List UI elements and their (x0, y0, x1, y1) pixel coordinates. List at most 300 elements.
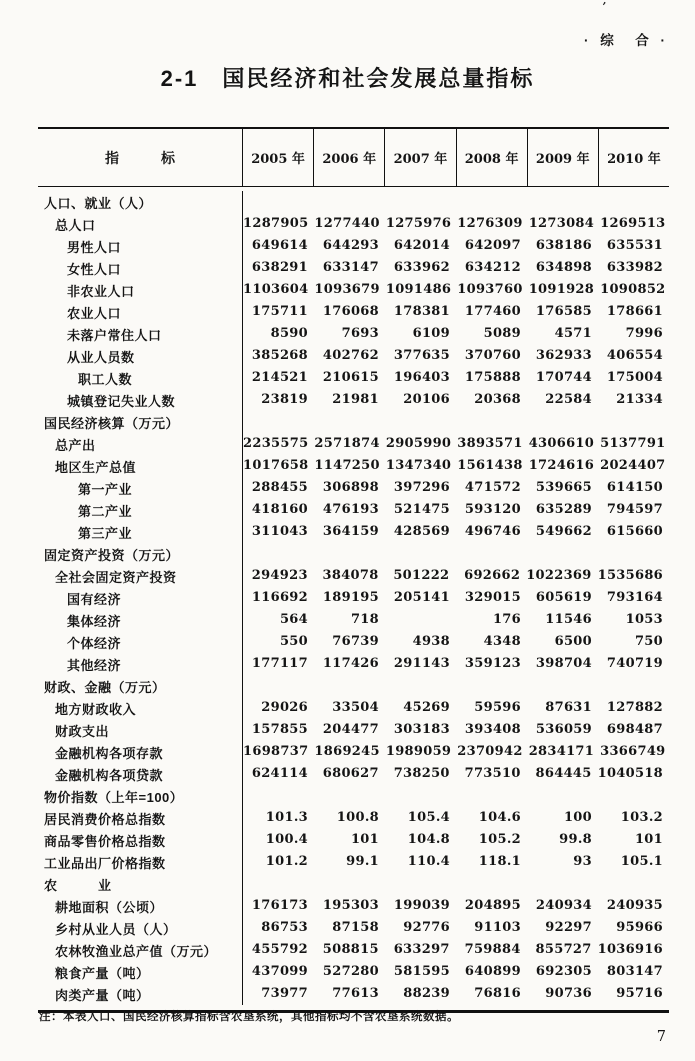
row-value: 195303 (322, 898, 379, 913)
row-value: 549662 (535, 524, 592, 539)
row-value: 496746 (464, 524, 521, 539)
row-value: 59596 (474, 700, 521, 715)
row-value: 633962 (393, 260, 450, 275)
row-value: 199039 (393, 898, 450, 913)
row-value: 1269513 (600, 216, 666, 231)
row-value: 644293 (322, 238, 379, 253)
table-section-row (38, 411, 669, 433)
row-value: 95716 (616, 986, 663, 1001)
row-value: 4938 (412, 634, 450, 649)
row-label: 女性人口 (38, 257, 243, 279)
row-value: 614150 (606, 480, 663, 495)
row-label: 农 业 (38, 873, 243, 895)
row-value (456, 785, 527, 807)
row-value: 864445 (535, 766, 592, 781)
row-value: 92297 (545, 920, 592, 935)
row-value: 8590 (270, 326, 308, 341)
row-label: 职工人数 (38, 367, 243, 389)
row-value: 100.8 (336, 810, 379, 825)
row-value: 740719 (606, 656, 663, 671)
row-value: 95966 (616, 920, 663, 935)
row-value: 104.6 (478, 810, 521, 825)
row-value: 1022369 (526, 568, 592, 583)
row-label: 人口、就业（人） (38, 191, 243, 213)
row-label: 乡村从业人员（人） (38, 917, 243, 939)
row-value: 638186 (535, 238, 592, 253)
year-column-header-2006: 2006 年 (313, 129, 384, 186)
row-label: 非农业人口 (38, 279, 243, 301)
row-value: 1347340 (385, 458, 452, 473)
row-value: 1017658 (243, 458, 309, 473)
table-row (38, 763, 669, 785)
row-value: 170744 (535, 370, 592, 385)
table-row (38, 257, 669, 279)
table-row (38, 609, 669, 631)
row-value: 4571 (554, 326, 592, 341)
row-value: 692662 (464, 568, 521, 583)
row-value: 2834171 (528, 744, 595, 759)
table-section-row (38, 191, 669, 213)
row-value: 550 (279, 634, 308, 649)
row-value: 76739 (332, 634, 379, 649)
row-value: 99.8 (559, 832, 592, 847)
row-value (456, 191, 527, 213)
row-value (385, 609, 456, 631)
row-label: 地方财政收入 (38, 697, 243, 719)
row-value: 508815 (322, 942, 379, 957)
row-value: 640899 (464, 964, 521, 979)
row-value (385, 411, 456, 433)
row-value: 189195 (322, 590, 379, 605)
row-value: 1989059 (385, 744, 452, 759)
row-value (314, 411, 385, 433)
row-value (598, 785, 669, 807)
row-value: 306898 (322, 480, 379, 495)
table-row (38, 829, 669, 851)
row-value (243, 675, 314, 697)
row-value (314, 675, 385, 697)
row-value: 428569 (393, 524, 450, 539)
row-value: 204477 (322, 722, 379, 737)
page-title: 2-1 国民经济和社会发展总量指标 (160, 66, 535, 91)
row-value: 117426 (322, 656, 379, 671)
row-label: 第一产业 (38, 477, 243, 499)
row-label: 全社会固定资产投资 (38, 565, 243, 587)
row-label: 第二产业 (38, 499, 243, 521)
row-value: 288455 (251, 480, 308, 495)
row-value: 176173 (251, 898, 308, 913)
row-value: 385268 (251, 348, 308, 363)
table-row (38, 961, 669, 983)
row-value: 118.1 (478, 854, 521, 869)
row-value (527, 411, 598, 433)
row-label: 财政、金融（万元） (38, 675, 243, 697)
row-label: 农林牧渔业总产值（万元） (38, 939, 243, 961)
row-value: 471572 (464, 480, 521, 495)
row-value: 11546 (545, 612, 592, 627)
row-value: 101 (350, 832, 379, 847)
row-value: 29026 (261, 700, 308, 715)
row-value (385, 785, 456, 807)
row-value (527, 191, 598, 213)
row-value: 718 (350, 612, 379, 627)
row-value: 1535686 (597, 568, 664, 583)
row-value: 1275976 (385, 216, 452, 231)
row-value: 204895 (464, 898, 521, 913)
row-value: 176585 (535, 304, 592, 319)
row-value: 127882 (606, 700, 663, 715)
row-value: 88239 (403, 986, 450, 1001)
row-value: 773510 (464, 766, 521, 781)
table-row (38, 477, 669, 499)
row-value: 178381 (393, 304, 450, 319)
row-value (243, 411, 314, 433)
scan-artifact-mark: ʼ (599, 0, 608, 17)
row-value: 2235575 (243, 436, 309, 451)
row-value: 93 (573, 854, 592, 869)
row-value: 680627 (322, 766, 379, 781)
row-value: 634212 (464, 260, 521, 275)
table-footnote: 注：本表人口、国民经济核算指标含农垦系统，其他指标均不含农垦系统数据。 (39, 1011, 459, 1023)
row-value (456, 675, 527, 697)
row-value: 364159 (322, 524, 379, 539)
row-value: 7693 (341, 326, 379, 341)
row-value: 581595 (393, 964, 450, 979)
row-value: 240934 (535, 898, 592, 913)
row-value (243, 543, 314, 565)
row-value: 73977 (261, 986, 308, 1001)
table-section-row (38, 543, 669, 565)
row-value: 759884 (464, 942, 521, 957)
table-row (38, 323, 669, 345)
page-number: 7 (656, 1029, 666, 1045)
row-value: 157855 (251, 722, 308, 737)
row-value: 624114 (251, 766, 308, 781)
row-value (385, 675, 456, 697)
row-value: 2024407 (600, 458, 666, 473)
row-value (527, 873, 598, 895)
row-value (598, 543, 669, 565)
row-value: 1040518 (597, 766, 664, 781)
row-value: 536059 (535, 722, 592, 737)
row-value: 794597 (606, 502, 663, 517)
row-value: 362933 (535, 348, 592, 363)
row-value: 1091928 (528, 282, 595, 297)
row-value: 291143 (393, 656, 450, 671)
year-column-header-2010: 2010 年 (598, 129, 669, 186)
table-row (38, 851, 669, 873)
row-value: 5089 (483, 326, 521, 341)
row-value: 3893571 (457, 436, 523, 451)
row-value: 311043 (251, 524, 308, 539)
row-value: 214521 (251, 370, 308, 385)
row-value: 1273084 (528, 216, 595, 231)
row-value: 205141 (393, 590, 450, 605)
row-value (243, 785, 314, 807)
row-value: 398704 (535, 656, 592, 671)
row-label: 物价指数（上年=100） (38, 785, 243, 807)
row-value: 175888 (464, 370, 521, 385)
row-value: 698487 (606, 722, 663, 737)
row-value (385, 191, 456, 213)
section-corner-label: · 综 合 · (584, 33, 669, 48)
row-value: 23819 (261, 392, 308, 407)
row-value: 21981 (332, 392, 379, 407)
row-value: 793164 (606, 590, 663, 605)
row-value: 99.1 (346, 854, 379, 869)
row-label: 城镇登记失业人数 (38, 389, 243, 411)
row-value: 86753 (261, 920, 308, 935)
row-value: 100.4 (265, 832, 308, 847)
row-value (456, 411, 527, 433)
row-value: 87631 (545, 700, 592, 715)
table-section-row (38, 785, 669, 807)
table-row (38, 499, 669, 521)
row-value: 92776 (403, 920, 450, 935)
row-label: 肉类产量（吨） (38, 983, 243, 1005)
row-value: 4348 (483, 634, 521, 649)
row-value: 87158 (332, 920, 379, 935)
row-value (385, 873, 456, 895)
table-row (38, 719, 669, 741)
row-value (527, 675, 598, 697)
year-column-header-2005: 2005 年 (251, 152, 305, 167)
row-value: 635531 (606, 238, 663, 253)
row-value (243, 873, 314, 895)
table-row (38, 741, 669, 763)
row-value: 3366749 (600, 744, 666, 759)
table-row (38, 565, 669, 587)
row-value: 803147 (606, 964, 663, 979)
row-value: 1093679 (314, 282, 380, 297)
table-section-row (38, 873, 669, 895)
row-value: 377635 (393, 348, 450, 363)
row-value (527, 785, 598, 807)
row-value: 564 (279, 612, 308, 627)
table-row (38, 213, 669, 235)
row-value: 104.8 (407, 832, 450, 847)
row-label: 地区生产总值 (38, 455, 243, 477)
table-row (38, 807, 669, 829)
row-value: 6500 (554, 634, 592, 649)
row-value: 1561438 (457, 458, 523, 473)
row-value (598, 191, 669, 213)
row-value: 750 (634, 634, 663, 649)
row-value: 100 (563, 810, 592, 825)
row-value: 329015 (464, 590, 521, 605)
table-row (38, 587, 669, 609)
row-label: 工业品出厂价格指数 (38, 851, 243, 873)
row-value: 7996 (625, 326, 663, 341)
row-value: 359123 (464, 656, 521, 671)
row-value: 45269 (403, 700, 450, 715)
row-value: 294923 (251, 568, 308, 583)
row-value: 176 (492, 612, 521, 627)
row-value: 855727 (535, 942, 592, 957)
row-value: 101.3 (265, 810, 308, 825)
row-value: 196403 (393, 370, 450, 385)
row-value: 635289 (535, 502, 592, 517)
row-value (598, 675, 669, 697)
row-value: 1147250 (314, 458, 380, 473)
row-value (385, 543, 456, 565)
row-label: 集体经济 (38, 609, 243, 631)
table-row (38, 697, 669, 719)
table-row (38, 455, 669, 477)
row-value: 1698737 (243, 744, 309, 759)
row-value: 393408 (464, 722, 521, 737)
row-value: 1093760 (457, 282, 523, 297)
row-value: 593120 (464, 502, 521, 517)
row-value: 437099 (251, 964, 308, 979)
row-label: 第三产业 (38, 521, 243, 543)
row-value: 633297 (393, 942, 450, 957)
row-value: 605619 (535, 590, 592, 605)
table-row (38, 917, 669, 939)
row-value: 303183 (393, 722, 450, 737)
row-value (527, 543, 598, 565)
table-row (38, 345, 669, 367)
row-label: 财政支出 (38, 719, 243, 741)
row-value: 397296 (393, 480, 450, 495)
row-value: 642097 (464, 238, 521, 253)
statistics-table (38, 127, 669, 1013)
row-value: 738250 (393, 766, 450, 781)
row-value: 176068 (322, 304, 379, 319)
row-value: 178661 (606, 304, 663, 319)
row-value: 384078 (322, 568, 379, 583)
row-label: 耕地面积（公顷） (38, 895, 243, 917)
row-value: 642014 (393, 238, 450, 253)
year-column-header-2008: 2008 年 (456, 129, 527, 186)
row-value: 91103 (474, 920, 521, 935)
row-value (598, 411, 669, 433)
row-value: 501222 (393, 568, 450, 583)
row-label: 男性人口 (38, 235, 243, 257)
table-row (38, 367, 669, 389)
row-value: 1036916 (597, 942, 664, 957)
row-value: 638291 (251, 260, 308, 275)
row-label: 未落户常住人口 (38, 323, 243, 345)
row-value: 76816 (474, 986, 521, 1001)
table-body (38, 187, 669, 1010)
row-value: 402762 (322, 348, 379, 363)
row-value: 6109 (412, 326, 450, 341)
row-value: 634898 (535, 260, 592, 275)
row-value: 105.2 (478, 832, 521, 847)
row-value: 105.4 (407, 810, 450, 825)
row-value (598, 873, 669, 895)
row-label: 商品零售价格总指数 (38, 829, 243, 851)
row-label: 总产出 (38, 433, 243, 455)
row-value: 1053 (625, 612, 663, 627)
row-value: 1090852 (600, 282, 666, 297)
row-value: 476193 (322, 502, 379, 517)
indicator-column-header: 指 标 (38, 129, 243, 186)
row-value: 210615 (322, 370, 379, 385)
row-value: 177117 (251, 656, 308, 671)
row-value: 1091486 (385, 282, 452, 297)
row-value: 539665 (535, 480, 592, 495)
row-value: 110.4 (407, 854, 450, 869)
row-value: 406554 (606, 348, 663, 363)
row-value (314, 543, 385, 565)
row-value: 20106 (403, 392, 450, 407)
row-value: 175004 (606, 370, 663, 385)
table-section-row (38, 675, 669, 697)
row-value: 2905990 (385, 436, 452, 451)
row-label: 金融机构各项贷款 (38, 763, 243, 785)
row-label: 固定资产投资（万元） (38, 543, 243, 565)
row-label: 国民经济核算（万元） (38, 411, 243, 433)
row-value: 692305 (535, 964, 592, 979)
row-value (314, 191, 385, 213)
row-label: 其他经济 (38, 653, 243, 675)
row-value: 633147 (322, 260, 379, 275)
row-value: 649614 (251, 238, 308, 253)
row-value: 21334 (616, 392, 663, 407)
row-label: 国有经济 (38, 587, 243, 609)
table-row (38, 301, 669, 323)
table-row (38, 631, 669, 653)
row-value (456, 873, 527, 895)
row-value: 5137791 (600, 436, 666, 451)
row-value: 527280 (322, 964, 379, 979)
row-value: 177460 (464, 304, 521, 319)
row-label: 金融机构各项存款 (38, 741, 243, 763)
row-value: 418160 (251, 502, 308, 517)
row-label: 从业人员数 (38, 345, 243, 367)
table-row (38, 895, 669, 917)
row-value: 370760 (464, 348, 521, 363)
row-value: 2571874 (314, 436, 380, 451)
row-value (243, 191, 314, 213)
row-value: 1869245 (314, 744, 380, 759)
row-value: 1277440 (314, 216, 380, 231)
row-value: 77613 (332, 986, 379, 1001)
row-value: 33504 (332, 700, 379, 715)
year-column-header-2009: 2009 年 (527, 129, 598, 186)
row-value: 4306610 (528, 436, 595, 451)
row-label: 总人口 (38, 213, 243, 235)
table-row (38, 389, 669, 411)
row-value (314, 873, 385, 895)
row-value: 1287905 (243, 216, 309, 231)
row-value: 175711 (251, 304, 308, 319)
row-value: 22584 (545, 392, 592, 407)
row-value: 1724616 (528, 458, 595, 473)
row-label: 个体经济 (38, 631, 243, 653)
table-row (38, 983, 669, 1005)
table-header-row (38, 129, 669, 187)
row-label: 农业人口 (38, 301, 243, 323)
row-label: 居民消费价格总指数 (38, 807, 243, 829)
row-value: 101.2 (265, 854, 308, 869)
row-value (456, 543, 527, 565)
year-column-header-2007: 2007 年 (384, 129, 455, 186)
row-value: 105.1 (620, 854, 663, 869)
row-value (314, 785, 385, 807)
row-value: 615660 (606, 524, 663, 539)
row-value: 240935 (606, 898, 663, 913)
row-label: 粮食产量（吨） (38, 961, 243, 983)
row-value: 1276309 (457, 216, 523, 231)
row-value: 1103604 (243, 282, 309, 297)
table-row (38, 521, 669, 543)
row-value: 455792 (251, 942, 308, 957)
row-value: 90736 (545, 986, 592, 1001)
table-row (38, 279, 669, 301)
